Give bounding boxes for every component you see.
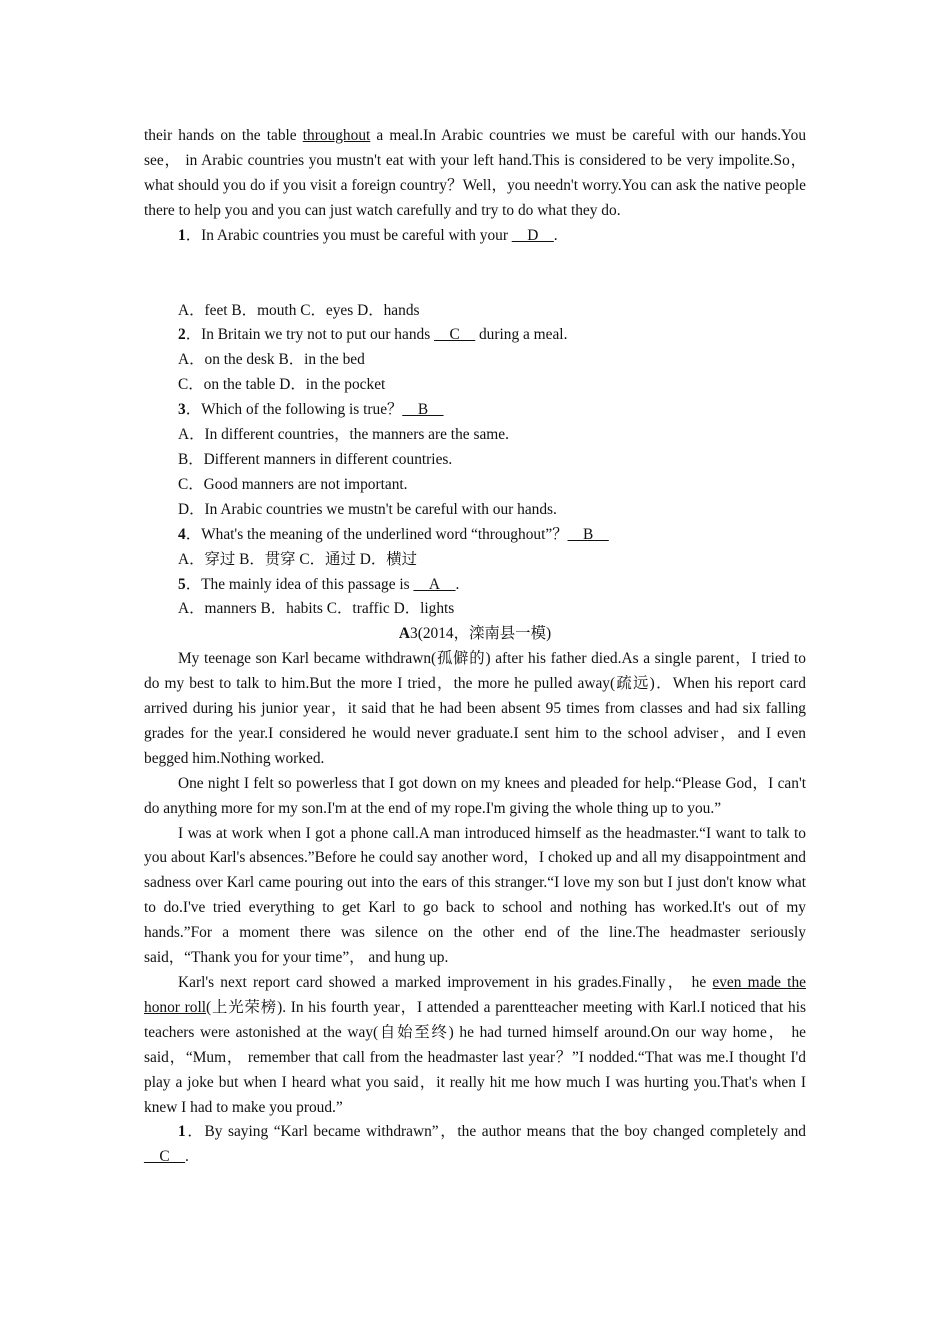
document-page	[144, 124, 806, 1170]
question-a2-3: 3．Which of the following is true？__B__	[178, 401, 444, 419]
answer-blank: __A__	[413, 575, 456, 593]
passage-a3-paragraph-3: I was at work when I got a phone call.A man introduced himself as the headmaster.“I want to talk to you about Karl's absences.”Before he could say another word，I choked up and all my disappointment and sadness over Karl came pouring out into the ears of this stranger.“I love my son but I just don't know what to do.I've tried everything to get Karl to go back to school and nothing has worked.It's out of my hands.”For a moment there was silence on the other end of the line.The headmaster seriously said，“Thank you for your time”， and hung up.	[144, 824, 806, 967]
passage-a3-paragraph-2: One night I felt so powerless that I got down on my knees and pleaded for help.“Please God，I can't do anything more for my son.I'm at the end of my rope.I'm giving the whole thing up to you.”	[144, 774, 806, 817]
option-line: C．on the table D．in the pocket	[178, 376, 386, 394]
question-a2-4: 4．What's the meaning of the underlined word “throughout”？__B__	[178, 525, 609, 543]
blank-space	[144, 249, 806, 299]
option-line: A．穿过 B．贯穿 C．通过 D．横过	[178, 550, 417, 568]
answer-blank: __B__	[567, 525, 609, 543]
section-heading-a3: A3(2014，滦南县一模)	[398, 625, 552, 643]
passage-a3-paragraph-1: My teenage son Karl became withdrawn(孤僻的) after his father died.As a single parent，I tried to do my best to talk to him.But the more I tried，the more he pulled away(疏远)．When his report card arrived during his junior year，it said that he had been absent 95 times from classes and had six falling grades for the year.I considered he would never graduate.I sent him to the school adviser，and I even begged him.Nothing worked.	[144, 650, 806, 767]
option-line: C．Good manners are not important.	[178, 475, 408, 493]
answer-blank: __B__	[402, 401, 444, 419]
option-line: D．In Arabic countries we mustn't be careful with our hands.	[178, 500, 557, 518]
option-line: A．manners B．habits C．traffic D．lights	[178, 600, 455, 618]
underlined-word: throughout	[302, 127, 371, 144]
question-a2-1: 1．In Arabic countries you must be careful with your __D__.	[178, 226, 558, 244]
passage-a3-paragraph-4: Karl's next report card showed a marked improvement in his grades.Finally， he even made the honor roll(上光荣榜). In his fourth year，I attended a parentteacher meeting with Karl.I noticed that his teachers were astonished at the way(自始至终) he had turned himself around.On our way home， he said，“Mum， remember that call from the headmaster last year？”I nodded.“That was me.I thought I'd play a joke but when I heard what you said，it really hit me how much I was hurting you.That's when I knew I had to make you proud.”	[144, 974, 806, 1116]
underlined-phrase: even made the honor roll	[144, 974, 806, 1016]
question-a3-1: 1．By saying “Karl became withdrawn”，the author means that the boy changed completely and __C__.	[144, 1123, 806, 1166]
passage-a2-continuation: their hands on the table throughout a meal.In Arabic countries we must be careful with our hands.You see， in Arabic countries you mustn't eat with your left hand.This is considered to be very impolite.So，what should you do if you visit a foreign country？Well，you needn't worry.You can ask the native people there to help you and you can just watch carefully and try to do what they do.	[144, 127, 807, 219]
options-a2-1: A．feet B．mouth C．eyes D．hands	[178, 301, 420, 319]
question-a2-5: 5．The mainly idea of this passage is __A__.	[178, 575, 460, 593]
question-a2-2: 2．In Britain we try not to put our hands __C__ during a meal.	[178, 326, 568, 344]
option-line: B．Different manners in different countries.	[178, 450, 453, 468]
answer-blank: __C__	[434, 326, 476, 344]
answer-blank: __C__	[144, 1148, 186, 1166]
option-line: A．In different countries，the manners are the same.	[178, 426, 509, 444]
option-line: A．on the desk B．in the bed	[178, 351, 365, 369]
answer-blank: __D__	[511, 226, 554, 244]
